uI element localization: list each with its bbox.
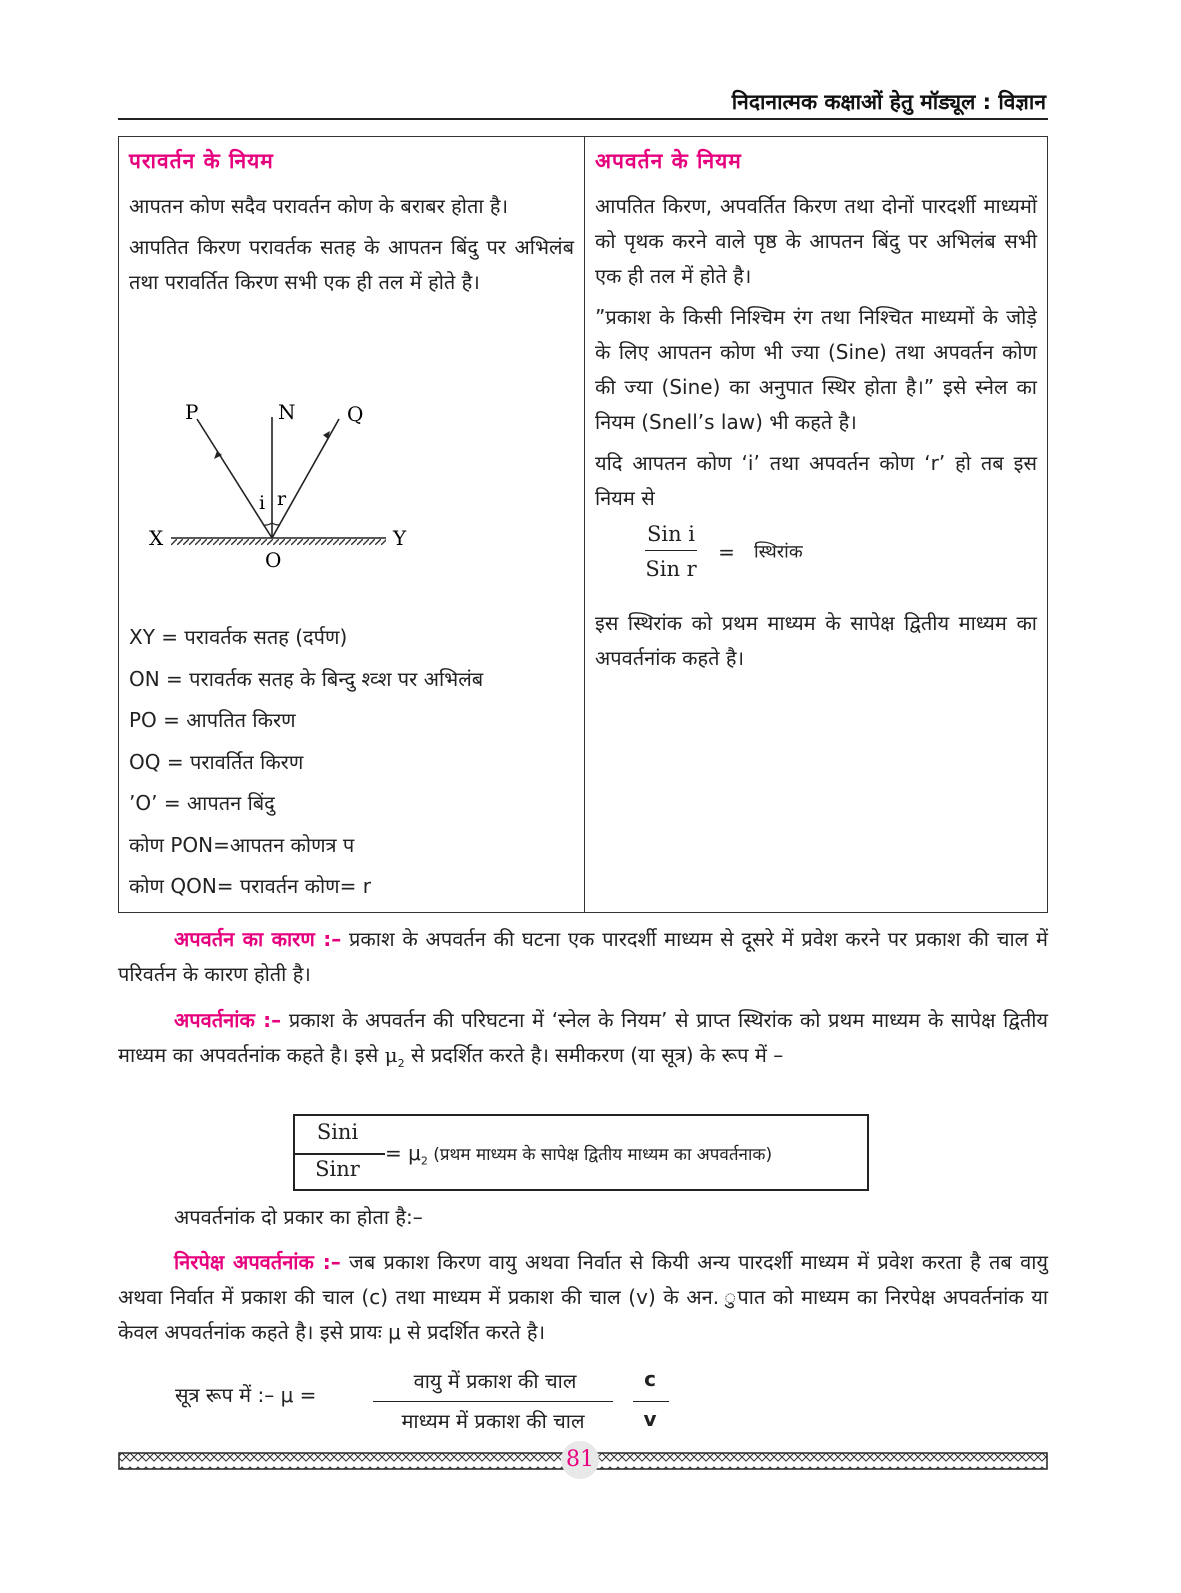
reflection-column xyxy=(119,137,585,912)
box-equation xyxy=(385,1141,772,1167)
laws-table xyxy=(118,136,1048,913)
header-rule xyxy=(118,118,1048,120)
sutra-numerator: वायु में प्रकाश की चाल xyxy=(413,1369,577,1393)
sutra-denominator: माध्यम में प्रकाश की चाल xyxy=(401,1409,585,1433)
frac-equals: = xyxy=(718,539,735,564)
box-fraction-line xyxy=(295,1153,385,1155)
refraction-column xyxy=(585,137,1047,912)
definition-list xyxy=(129,617,483,908)
cause-paragraph xyxy=(118,922,1048,992)
absolute-text: जब प्रकाश किरण वायु अथवा निर्वात से कियी अन्य पारदर्शी माध्यम में प्रवेश करता है तब वायु अथवा निर्वात में प्रकाश की चाल (c) तथा माध्यम में प्रकाश की चाल (v) के अन. ुपात को माध्यम का निरपेक्ष अपवर्तनांक या केवल अपवर्तनांक कहते है। इसे प्रायः μ से प्रदर्शित करते है। xyxy=(118,1250,1048,1344)
def-item: ’O’ = आपतन बिंदु xyxy=(129,791,275,815)
label-n: N xyxy=(278,400,296,424)
snell-formula xyxy=(645,522,1037,580)
types-line: अपवर्तनांक दो प्रकार का होता है:– xyxy=(174,1205,423,1229)
mu-symbol: μ xyxy=(384,1043,398,1067)
index-paragraph xyxy=(118,1003,1048,1081)
v-denominator: v xyxy=(643,1407,657,1431)
frac-denominator: Sin r xyxy=(645,557,697,581)
label-o: O xyxy=(265,548,282,572)
reflection-diagram xyxy=(141,395,431,595)
def-item: कोण QON= परावर्तन कोण= r xyxy=(129,874,371,898)
box-numerator: Sini xyxy=(316,1120,359,1144)
box-denominator: Sinr xyxy=(315,1157,360,1181)
label-y: Y xyxy=(393,526,407,550)
label-x: X xyxy=(149,526,164,550)
refraction-title: अपवर्तन के नियम xyxy=(595,149,742,173)
label-r: r xyxy=(277,488,287,510)
mirror-hatching xyxy=(171,539,386,545)
index-text-b: से प्रदर्शित करते है। समीकरण (या सूत्र) के रूप में – xyxy=(404,1043,784,1067)
frac-constant: स्थिरांक xyxy=(753,541,803,563)
index-text-a: प्रकाश के अपवर्तन की परिघटना में ‘स्नेल के नियम’ से प्राप्त स्थिरांक को प्रथम माध्यम के सापेक्ष द्वितीय माध्यम का अपवर्तनांक कहते है। इसे xyxy=(118,1008,1048,1067)
reflection-law-2: आपतित किरण परावर्तक सतह के आपतन बिंदु पर अभिलंब तथा परावर्तित किरण सभी एक ही तल में होते है। xyxy=(129,235,574,294)
cause-label: अपवर्तन का कारण :– xyxy=(174,927,342,951)
angle-condition: यदि आपतन कोण ‘i’ तथा अपवर्तन कोण ‘r’ हो तब इस नियम से xyxy=(595,451,1037,510)
reflection-law-1: आपतन कोण सदैव परावर्तन कोण के बराबर होता है। xyxy=(129,194,509,218)
c-numerator: c xyxy=(644,1367,656,1391)
refractive-index-def: इस स्थिरांक को प्रथम माध्यम के सापेक्ष द्वितीय माध्यम का अपवर्तनांक कहते है। xyxy=(595,611,1037,670)
refractive-index-formula-box xyxy=(293,1114,869,1191)
snells-law-text: ”प्रकाश के किसी निश्चिम रंग तथा निश्चित माध्यमों के जोड़े के लिए आपतन कोण भी ज्या (Sine) तथा अपवर्तन कोण की ज्या (Sine) का अनुपात स्थिर होता है।” इसे स्नेल का नियम (Snell’s law) भी कहते है। xyxy=(595,305,1037,434)
box-sub: 2 xyxy=(420,1154,428,1168)
label-q: Q xyxy=(347,402,364,426)
def-item: कोण PON=आपतन कोणत्र प xyxy=(129,832,355,857)
def-item: PO = आपतित किरण xyxy=(129,708,296,732)
angle-i-arc xyxy=(263,523,272,525)
index-label: अपवर्तनांक :– xyxy=(174,1008,282,1032)
mu-subscript: 2 xyxy=(397,1057,405,1070)
cause-text: प्रकाश के अपवर्तन की घटना एक पारदर्शी माध्यम से दूसरे में प्रवेश करने पर प्रकाश की चाल में परिवर्तन के कारण होती है। xyxy=(118,927,1048,986)
box-rest: (प्रथम माध्यम के सापेक्ष द्वितीय माध्यम का अपवर्तनाक) xyxy=(427,1145,773,1165)
absolute-index-paragraph xyxy=(118,1245,1048,1350)
box-eq: = μ xyxy=(385,1141,421,1165)
label-i: i xyxy=(259,492,266,514)
cv-fraction-line xyxy=(633,1401,669,1402)
formula-line xyxy=(175,1367,695,1437)
sutra-label: सूत्र रूप में :– μ = xyxy=(175,1383,317,1407)
frac-numerator: Sin i xyxy=(645,522,697,551)
angle-r-arc xyxy=(272,523,280,525)
refraction-law-1: आपतित किरण, अपवर्तित किरण तथा दोनों पारदर्शी माध्यमों को पृथक करने वाले पृष्ठ के आपतन बिंदु पर अभिलंब सभी एक ही तल में होते है। xyxy=(595,194,1037,288)
page-number: 81 xyxy=(561,1441,599,1479)
page-header: निदानात्मक कक्षाओं हेतु मॉड्यूल : विज्ञान xyxy=(731,90,1046,114)
absolute-label: निरपेक्ष अपवर्तनांक :– xyxy=(174,1250,341,1274)
sutra-fraction-line xyxy=(373,1401,613,1402)
reflection-title: परावर्तन के नियम xyxy=(129,149,274,173)
def-item: XY = परावर्तक सतह (दर्पण) xyxy=(129,625,348,649)
incident-ray-po xyxy=(197,419,272,538)
label-p: P xyxy=(185,400,199,424)
reflected-ray-oq xyxy=(272,419,339,538)
def-item: OQ = परावर्तित किरण xyxy=(129,749,304,774)
sine-ratio xyxy=(645,522,697,581)
def-item: ON = परावर्तक सतह के बिन्दु श्व्श पर अभिलंब xyxy=(129,666,484,691)
